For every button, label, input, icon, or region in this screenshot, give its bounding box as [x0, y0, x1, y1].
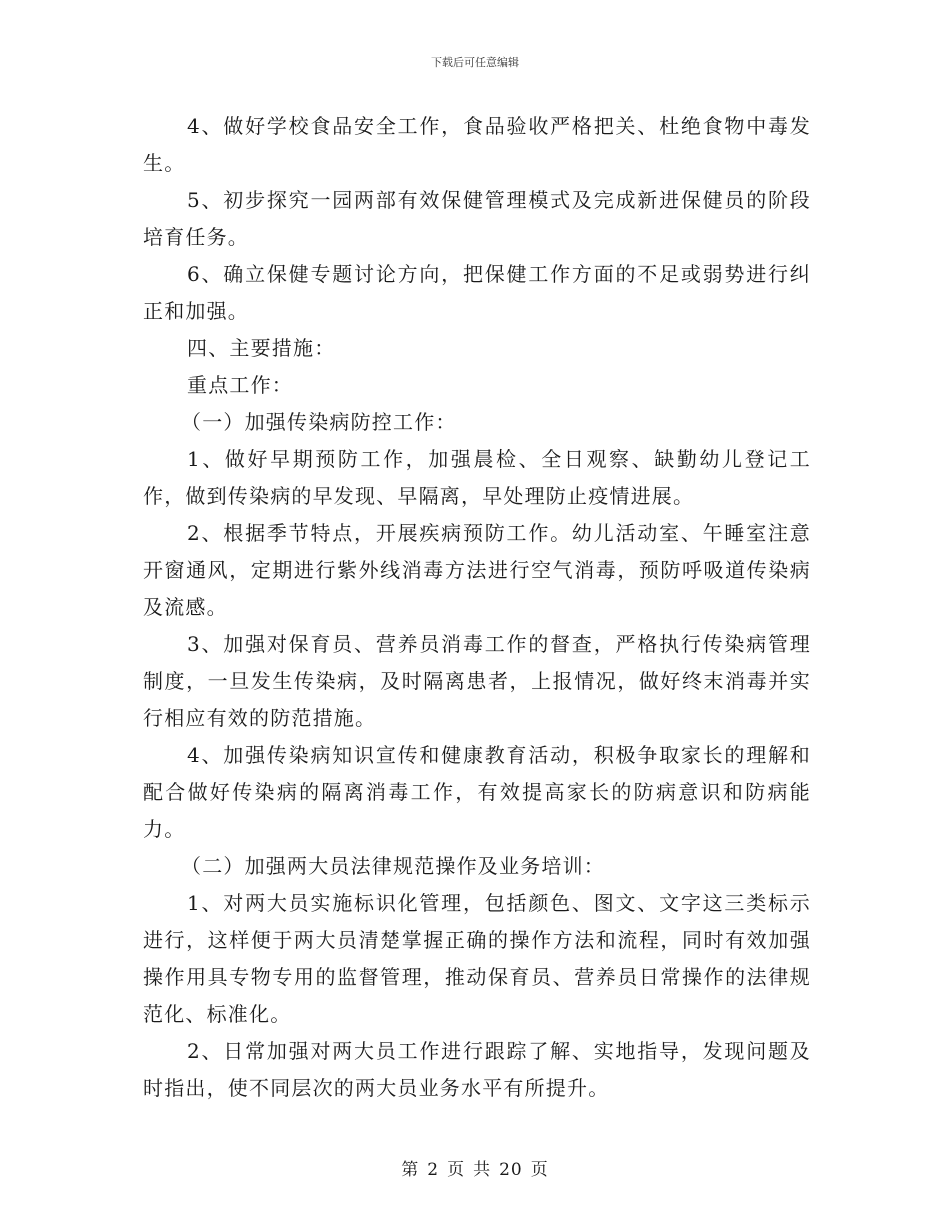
document-body — [143, 108, 811, 1107]
subheading-key-work: 重点工作： — [187, 373, 293, 397]
footer-suffix: 页 — [530, 1160, 549, 1180]
footer-page-word: 页 — [447, 1160, 466, 1180]
paragraph-measure-1-3: 3、加强对保育员、营养员消毒工作的督查，严格执行传染病管理制度，一旦发生传染病，及时隔离患者，上报情况，做好终末消毒并实行相应有效的防范措施。 — [143, 632, 811, 730]
page-footer — [0, 1155, 950, 1180]
paragraph-measure-2-2: 2、日常加强对两大员工作进行跟踪了解、实地指导，发现问题及时指出，使不同层次的两大员业务水平有所提升。 — [143, 1039, 811, 1100]
paragraph-measure-1-4: 4、加强传染病知识宣传和健康教育活动，积极争取家长的理解和配合做好传染病的隔离消毒工作，有效提高家长的防病意识和防病能力。 — [143, 743, 811, 841]
footer-total-word: 共 — [473, 1160, 492, 1180]
section-heading-measures: 四、主要措施： — [187, 336, 336, 360]
paragraph-item-6: 6、确立保健专题讨论方向，把保健工作方面的不足或弱势进行纠正和加强。 — [143, 262, 811, 323]
paragraph-measure-1-2: 2、根据季节特点，开展疾病预防工作。幼儿活动室、午睡室注意开窗通风，定期进行紫外线消毒方法进行空气消毒，预防呼吸道传染病及流感。 — [143, 521, 811, 619]
paragraph-measure-2-1: 1、对两大员实施标识化管理，包括颜色、图文、文字这三类标示进行，这样便于两大员清楚掌握正确的操作方法和流程，同时有效加强操作用具专物专用的监督管理，推动保育员、营养员日常操作的法律规范化、标准化。 — [143, 891, 811, 1026]
paragraph-item-5: 5、初步探究一园两部有效保健管理模式及完成新进保健员的阶段培育任务。 — [143, 188, 811, 249]
subsection-heading-2: （二）加强两大员法律规范操作及业务培训： — [181, 854, 605, 878]
paragraph-item-4: 4、做好学校食品安全工作，食品验收严格把关、杜绝食物中毒发生。 — [143, 114, 811, 175]
footer-prefix: 第 — [401, 1160, 420, 1180]
paragraph-measure-1-1: 1、做好早期预防工作，加强晨检、全日观察、缺勤幼儿登记工作，做到传染病的早发现、早隔离，早处理防止疫情进展。 — [143, 447, 811, 508]
page-number: 2 — [427, 1160, 440, 1180]
subsection-heading-1: （一）加强传染病防控工作： — [181, 410, 457, 434]
total-pages: 20 — [499, 1160, 523, 1180]
page-header: 下载后可任意编辑 — [431, 56, 519, 69]
